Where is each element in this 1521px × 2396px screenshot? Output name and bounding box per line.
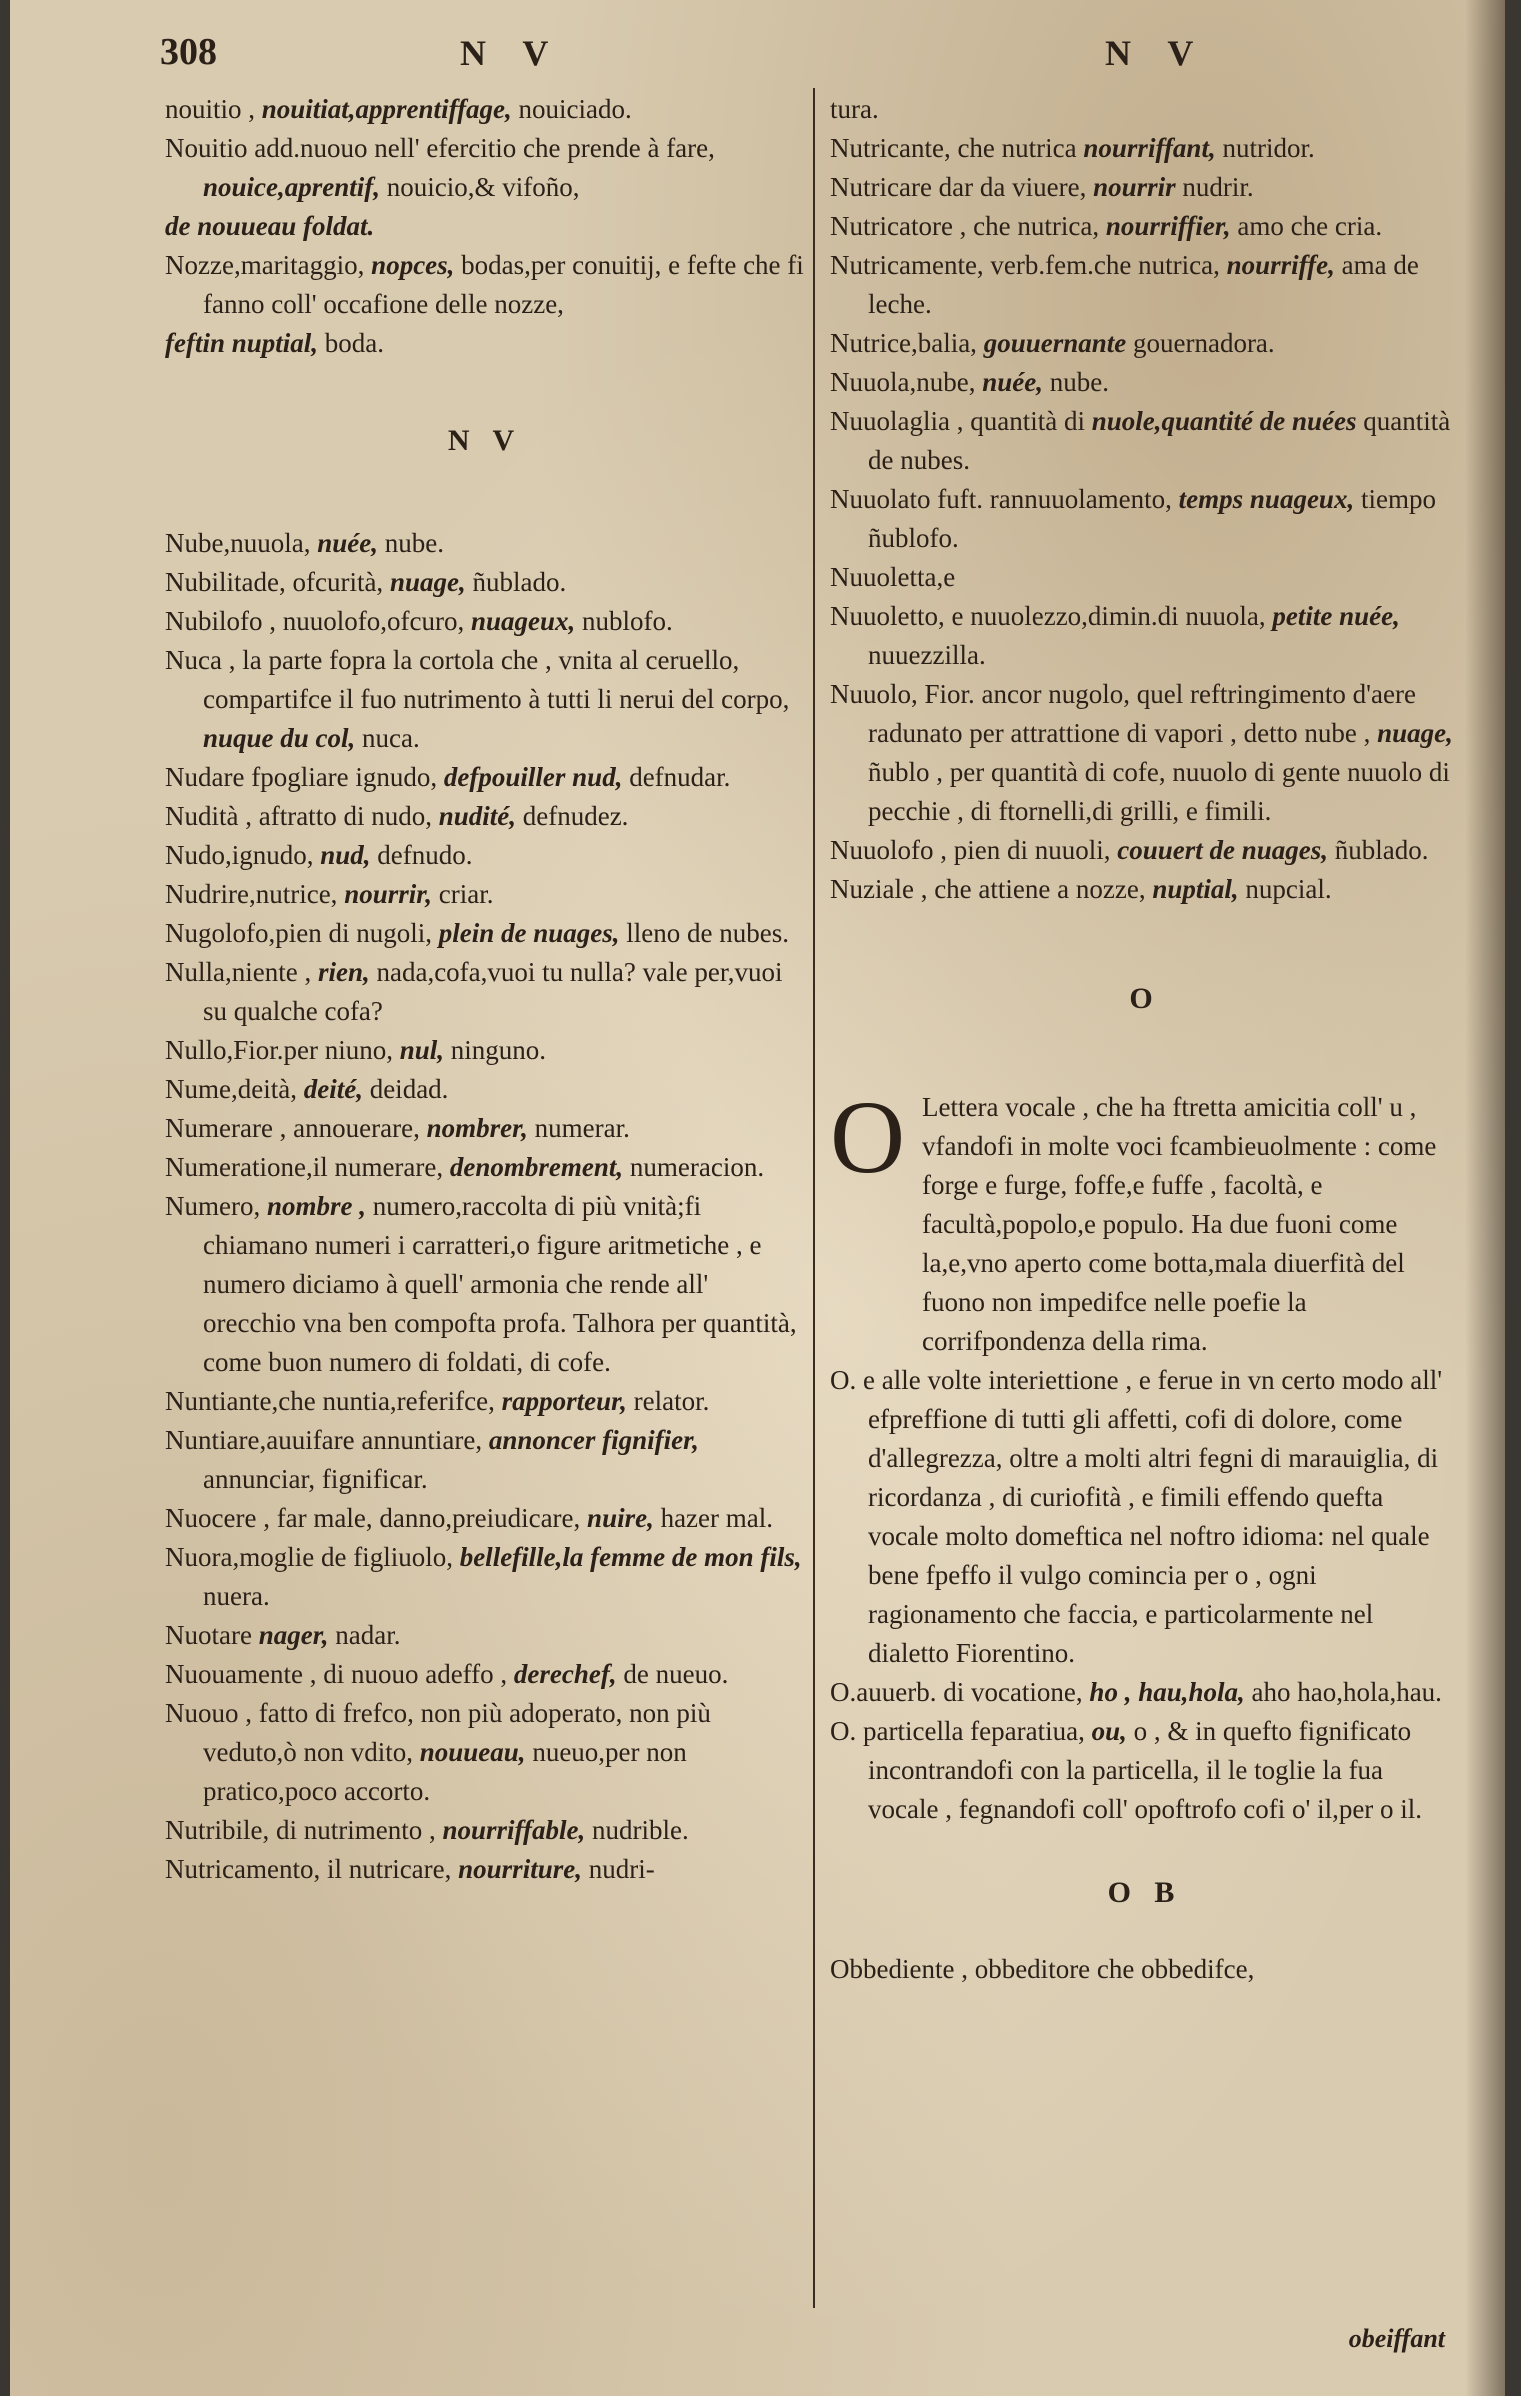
letter-o-text: Lettera vocale , che ha ftretta amicitia coll' u , vfandofi in molte voci fcambieuolmente : come forge e furge, foffe,e fuffe , facoltà, e facultà,popolo,e populo. Ha due fuoni come la,e,vno aperto come botta,mala diuerfità del fuono non impedifce nelle poefie la corrifpondenza della rima. (922, 1092, 1437, 1356)
entry-italian: Nozze,maritaggio, (165, 250, 365, 280)
entry-french: nouitiat,apprentiffage, (261, 94, 512, 124)
entry-spanish: deidad. (369, 1074, 449, 1104)
entry-french: bellefille,la femme de mon fils, (459, 1542, 802, 1572)
entry-spanish: lleno de nubes. (626, 918, 789, 948)
entry-french: ho , hau,hola, (1089, 1677, 1245, 1707)
dictionary-entry (165, 246, 805, 324)
entry-italian: Nube,nuuola, (165, 528, 311, 558)
entry-french: nombre , (266, 1191, 366, 1221)
catchword: obeiffant (1348, 2324, 1445, 2353)
dictionary-entry (165, 524, 805, 563)
dictionary-entry (165, 875, 805, 914)
dictionary-entry (830, 402, 1460, 480)
entry-italian: Nouitio add.nuouo nell' efercitio che prende à fare, (165, 133, 715, 163)
entry-spanish: nueuo,per non pratico,poco accorto. (203, 1737, 687, 1806)
entry-french: deité, (303, 1074, 363, 1104)
entry-italian: Nudrire,nutrice, (165, 879, 338, 909)
entry-italian: Nubilofo , nuuolofo,ofcuro, (165, 606, 465, 636)
running-head-left: N V (460, 33, 563, 73)
entry-italian: Nudo,ignudo, (165, 840, 314, 870)
entry-italian: Nuuolofo , pien di nuuoli, (830, 835, 1111, 865)
dictionary-entry (165, 1109, 805, 1148)
dictionary-entry (830, 675, 1460, 831)
entry-italian: O.auuerb. di vocatione, (830, 1677, 1083, 1707)
entry-french: nuée, (317, 528, 378, 558)
entry-spanish: defnudez. (522, 801, 629, 831)
entry-italian: Nutribile, di nutrimento , (165, 1815, 436, 1845)
drop-cap-o: O (830, 1080, 906, 1195)
entry-french: nud, (320, 840, 371, 870)
dictionary-entry (830, 90, 1460, 129)
dictionary-entry (830, 1712, 1460, 1829)
right-column (830, 90, 1460, 1989)
entry-spanish: nouicio,& vifoño, (386, 172, 580, 202)
entry-french: nourriffe, (1226, 250, 1335, 280)
entry-italian: Nuca , la parte fopra la cortola che , vnita al ceruello, compartifce il fuo nutrimento à tutti li nerui del corpo, (165, 645, 790, 714)
dictionary-entry (165, 953, 805, 1031)
dictionary-entry (830, 129, 1460, 168)
page-header (10, 22, 1505, 82)
entry-spanish: nudrible. (592, 1815, 689, 1845)
entry-french: gouuernante (983, 328, 1127, 358)
entry-french: nourrir (1093, 172, 1176, 202)
entry-italian: Nuuoletta,e (830, 562, 956, 592)
entry-french: derechef, (513, 1659, 617, 1689)
dictionary-entry (165, 90, 805, 129)
dictionary-entry (165, 602, 805, 641)
entry-french: nourriffier, (1105, 211, 1231, 241)
entry-italian: Numero, (165, 1191, 261, 1221)
dictionary-entry (165, 207, 805, 246)
entry-italian: Nubilitade, ofcurità, (165, 567, 384, 597)
dictionary-entry (830, 246, 1460, 324)
right-entries-ob (830, 1950, 1460, 1989)
entry-french: de nouueau foldat. (165, 211, 375, 241)
entry-french: rapporteur, (501, 1386, 627, 1416)
entry-italian: O. e alle volte interiettione , e ferue in vn certo modo all' efpreffione di tutti gli affetti, cofi di dolore, come d'allegrezza, oltre a molti altri fegni di marauiglia, di ricordanza , di curiofità , e fimili effendo quefta vocale molto domeftica nel noftro idioma: nel quale bene fpeffo il vulgo comincia per o , ogni ragionamento che faccia, e particolarmente nel dialetto Fiorentino. (830, 1365, 1443, 1668)
left-column (165, 90, 805, 1889)
entry-italian: Nutricatore , che nutrica, (830, 211, 1100, 241)
entry-italian: Obbediente , obbeditore che obbedifce, (830, 1954, 1255, 1984)
entry-italian: Nume,deità, (165, 1074, 297, 1104)
entry-french: nudité, (438, 801, 516, 831)
entry-spanish: boda. (324, 328, 385, 358)
entry-spanish: nube. (384, 528, 444, 558)
entry-italian: Nuouamente , di nuouo adeffo , (165, 1659, 508, 1689)
left-entries-before (165, 90, 805, 363)
entry-french: nourriffant, (1083, 133, 1216, 163)
entry-spanish: o , & in quefto fignificato incontrandofi con la particella, il le toglie la fua vocale , fegnandofi coll' opoftrofo cofi o' il,per o il. (868, 1716, 1423, 1824)
entry-spanish: nadar. (335, 1620, 401, 1650)
section-heading-nv: N V (447, 424, 523, 457)
page-number: 308 (160, 31, 217, 73)
entry-spanish: numero,raccolta di più vnità;fi chiamano numeri i carratteri,o figure aritmetiche , e numero diciamo à quell' armonia che rende all' orecchio vna ben compofta profa. Talhora per quantità, come buon numero di foldati, di cofe. (203, 1191, 797, 1377)
entry-french: petite nuée, (1272, 601, 1400, 631)
entry-french: denombrement, (449, 1152, 624, 1182)
entry-spanish: nuera. (203, 1581, 270, 1611)
entry-french: ou, (1091, 1716, 1127, 1746)
entry-french: nouice,aprentif, (203, 172, 381, 202)
dictionary-entry (165, 758, 805, 797)
entry-french: nuole,quantité de nuées (1091, 406, 1357, 436)
entry-spanish: nuuezzilla. (868, 640, 986, 670)
entry-italian: Nuuolo, Fior. ancor nugolo, quel reftringimento d'aere radunato per attrattione di vapori , detto nube , (830, 679, 1416, 748)
entry-french: plein de nuages, (438, 918, 620, 948)
entry-french: nuptial, (1152, 874, 1239, 904)
entry-french: defpouiller nud, (443, 762, 623, 792)
entry-spanish: bodas,per conuitij, e fefte che fi fanno coll' occafione delle nozze, (203, 250, 804, 319)
dictionary-entry (830, 558, 1460, 597)
dictionary-entry (830, 324, 1460, 363)
entry-french: rien, (317, 957, 370, 987)
entry-spanish: ñublado. (1334, 835, 1429, 865)
dictionary-entry (165, 324, 805, 363)
entry-italian: Nulla,niente , (165, 957, 312, 987)
entry-french: nombrer, (426, 1113, 528, 1143)
dictionary-entry (165, 1811, 805, 1850)
dictionary-entry (165, 1070, 805, 1109)
dictionary-entry (165, 129, 805, 207)
dictionary-entry (830, 480, 1460, 558)
entry-italian: tura. (830, 94, 879, 124)
entry-spanish: amo che cria. (1237, 211, 1383, 241)
entry-spanish: ñublado. (472, 567, 567, 597)
left-entries-after (165, 524, 805, 1889)
dictionary-entry (165, 1616, 805, 1655)
dictionary-entry (165, 914, 805, 953)
dictionary-entry (165, 1148, 805, 1187)
entry-italian: Nuntiare,auuifare annuntiare, (165, 1425, 483, 1455)
column-divider (813, 88, 815, 2308)
entry-spanish: numeracion. (629, 1152, 765, 1182)
entry-spanish: nupcial. (1245, 874, 1332, 904)
section-heading-o: O (1129, 982, 1161, 1015)
dictionary-entry (830, 1950, 1460, 1989)
dictionary-page (10, 0, 1505, 2396)
dictionary-entry (830, 831, 1460, 870)
dictionary-entry (165, 1421, 805, 1499)
entry-italian: Nutricamento, il nutricare, (165, 1854, 452, 1884)
entry-italian: Nuotare (165, 1620, 252, 1650)
entry-italian: nouitio , (165, 94, 256, 124)
dictionary-entry (165, 1382, 805, 1421)
entry-italian: Nudare fpogliare ignudo, (165, 762, 438, 792)
entry-italian: O. particella feparatiua, (830, 1716, 1085, 1746)
right-entries-o (830, 1361, 1460, 1829)
entry-french: nourriffable, (442, 1815, 586, 1845)
dictionary-entry (830, 597, 1460, 675)
entry-spanish: annunciar, fignificar. (203, 1464, 428, 1494)
entry-spanish: quantità de nubes. (868, 406, 1451, 475)
entry-italian: Numerare , annouerare, (165, 1113, 420, 1143)
dictionary-entry (165, 836, 805, 875)
dictionary-entry (165, 1031, 805, 1070)
entry-italian: Nutricamente, verb.fem.che nutrica, (830, 250, 1220, 280)
right-entries-before (830, 90, 1460, 909)
entry-italian: Nuuola,nube, (830, 367, 976, 397)
entry-spanish: criar. (438, 879, 494, 909)
dictionary-entry (165, 1538, 805, 1616)
dictionary-entry (165, 563, 805, 602)
entry-spanish: defnudar. (629, 762, 731, 792)
entry-italian: Numeratione,il numerare, (165, 1152, 444, 1182)
entry-spanish: ama de leche. (868, 250, 1419, 319)
entry-italian: Nullo,Fior.per niuno, (165, 1035, 393, 1065)
dictionary-entry (165, 641, 805, 758)
entry-spanish: tiempo ñublofo. (868, 484, 1436, 553)
entry-spanish: ñublo , per quantità di cofe, nuuolo di gente nuuolo di pecchie , di ftornelli,di grilli, e fimili. (868, 757, 1450, 826)
dictionary-entry (165, 1850, 805, 1889)
entry-italian: Nutricare dar da viuere, (830, 172, 1087, 202)
entry-spanish: numerar. (534, 1113, 630, 1143)
entry-spanish: hazer mal. (660, 1503, 774, 1533)
dictionary-entry (165, 1187, 805, 1382)
entry-french: nourrir, (344, 879, 433, 909)
entry-french: feftin nuptial, (165, 328, 319, 358)
entry-french: temps nuageux, (1178, 484, 1355, 514)
entry-spanish: nouiciado. (518, 94, 632, 124)
entry-french: nul, (399, 1035, 445, 1065)
entry-spanish: defnudo. (377, 840, 473, 870)
entry-italian: Nuuolaglia , quantità di (830, 406, 1085, 436)
entry-italian: Nuora,moglie de figliuolo, (165, 1542, 453, 1572)
entry-french: nuée, (982, 367, 1043, 397)
dictionary-entry (830, 168, 1460, 207)
entry-spanish: nublofo. (582, 606, 673, 636)
entry-french: nourriture, (458, 1854, 582, 1884)
dictionary-entry (165, 1655, 805, 1694)
entry-italian: Nuuoletto, e nuuolezzo,dimin.di nuuola, (830, 601, 1266, 631)
entry-italian: Nuntiante,che nuntia,referifce, (165, 1386, 495, 1416)
entry-spanish: nuca. (362, 723, 420, 753)
section-heading-ob: O B (1107, 1876, 1183, 1909)
entry-italian: Nutricante, che nutrica (830, 133, 1077, 163)
dictionary-entry (165, 797, 805, 836)
entry-italian: Nudità , aftratto di nudo, (165, 801, 432, 831)
entry-spanish: nudri- (588, 1854, 655, 1884)
entry-french: nopces, (371, 250, 455, 280)
page-gutter-shadow (1465, 0, 1505, 2396)
dictionary-entry (830, 363, 1460, 402)
entry-spanish: ninguno. (450, 1035, 547, 1065)
entry-french: nuire, (587, 1503, 654, 1533)
dictionary-entry (830, 207, 1460, 246)
letter-o-definition (830, 1080, 1460, 1361)
entry-french: nuageux, (470, 606, 576, 636)
entry-spanish: de nueuo. (623, 1659, 729, 1689)
entry-italian: Nuouo , fatto di frefco, non più adoperato, non più veduto,ò non vdito, (165, 1698, 711, 1767)
entry-italian: Nuuolato fuft. rannuuolamento, (830, 484, 1172, 514)
dictionary-entry (165, 1694, 805, 1811)
entry-french: nuage, (389, 567, 466, 597)
entry-french: couuert de nuages, (1117, 835, 1329, 865)
entry-spanish: nudrir. (1182, 172, 1254, 202)
entry-italian: Nuziale , che attiene a nozze, (830, 874, 1146, 904)
entry-spanish: nutridor. (1222, 133, 1315, 163)
dictionary-entry (165, 1499, 805, 1538)
entry-french: nager, (258, 1620, 329, 1650)
entry-spanish: aho hao,hola,hau. (1251, 1677, 1442, 1707)
entry-french: nuage, (1377, 718, 1453, 748)
entry-french: nuque du col, (203, 723, 356, 753)
dictionary-entry (830, 870, 1460, 909)
entry-spanish: nube. (1049, 367, 1109, 397)
dictionary-entry (830, 1673, 1460, 1712)
entry-spanish: relator. (633, 1386, 710, 1416)
entry-italian: Nugolofo,pien di nugoli, (165, 918, 432, 948)
entry-italian: Nuocere , far male, danno,preiudicare, (165, 1503, 581, 1533)
entry-french: nouueau, (419, 1737, 526, 1767)
running-head-right: N V (1105, 33, 1208, 73)
entry-spanish: nada,cofa,vuoi tu nulla? vale per,vuoi su qualche cofa? (203, 957, 783, 1026)
dictionary-entry (830, 1361, 1460, 1673)
entry-spanish: gouernadora. (1132, 328, 1275, 358)
entry-italian: Nutrice,balia, (830, 328, 977, 358)
entry-french: annoncer fignifier, (488, 1425, 699, 1455)
